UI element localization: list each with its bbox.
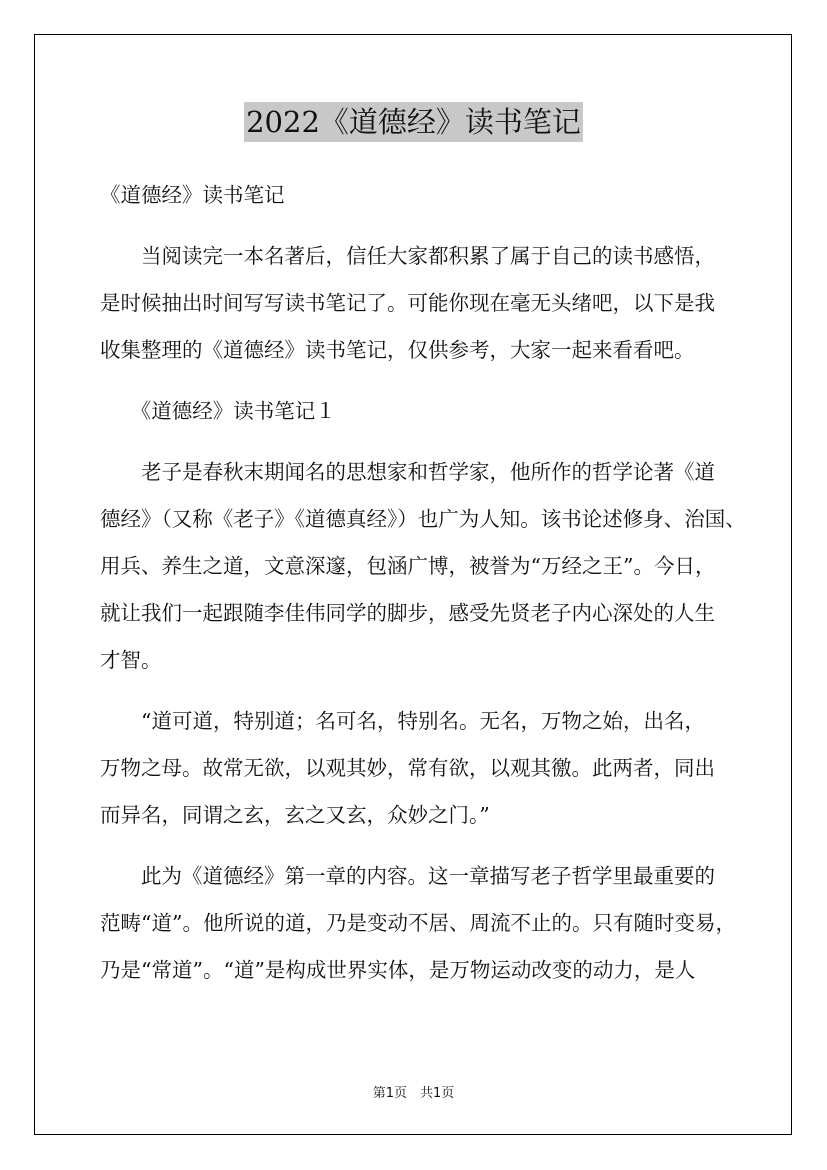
paragraph	[100, 172, 728, 219]
text-line: 范畴“道”。他所说的道，乃是变动不居、周流不止的。只有随时变易，	[100, 911, 736, 935]
text-line: 此为《道德经》第一章的内容。这一章描写老子哲学里最重要的	[100, 864, 715, 888]
text-line: 收集整理的《道德经》读书笔记，仅供参考，大家一起来看看吧。	[100, 338, 695, 362]
text-line: 就让我们一起跟随李佳伟同学的脚步，感受先贤老子内心深处的人生	[100, 601, 715, 625]
text-line: 万物之母。故常无欲，以观其妙，常有欲，以观其徼。此两者，同出	[100, 756, 715, 780]
text-line: 老子是春秋末期闻名的思想家和哲学家，他所作的哲学论著《道	[100, 460, 715, 484]
page-footer	[0, 1082, 827, 1101]
paragraph	[100, 388, 728, 435]
text-line: 用兵、养生之道，文意深邃，包涵广博，被誉为“万经之王”。今日，	[100, 554, 716, 578]
paragraph	[100, 853, 736, 994]
paragraph	[100, 698, 728, 839]
paragraph	[100, 233, 728, 374]
text-line: 当阅读完一本名著后，信任大家都积累了属于自己的读书感悟，	[100, 244, 715, 268]
text-line: 德经》（又称《老子》《道德真经》）也广为人知。该书论述修身、治国、	[100, 507, 746, 531]
text-line: 而异名，同谓之玄，玄之又玄，众妙之门。”	[100, 803, 490, 827]
text-line: 乃是“常道”。“道”是构成世界实体，是万物运动改变的动力，是人	[100, 958, 696, 982]
document-title: 2022《道德经》读书笔记	[244, 102, 583, 142]
page-number: 第1页 共1页	[372, 1086, 455, 1101]
text-line: “道可道，特别道；名可名，特别名。无名，万物之始，出名，	[100, 709, 705, 733]
section-heading: 《道德经》读书笔记１	[100, 399, 336, 423]
text-line: 才智。	[100, 648, 162, 672]
paragraph	[100, 449, 746, 684]
text-line: 是时候抽出时间写写读书笔记了。可能你现在毫无头绪吧，以下是我	[100, 291, 715, 315]
text-line: 《道德经》读书笔记	[100, 183, 285, 207]
title-wrap	[0, 102, 827, 142]
document-body	[100, 172, 746, 1008]
